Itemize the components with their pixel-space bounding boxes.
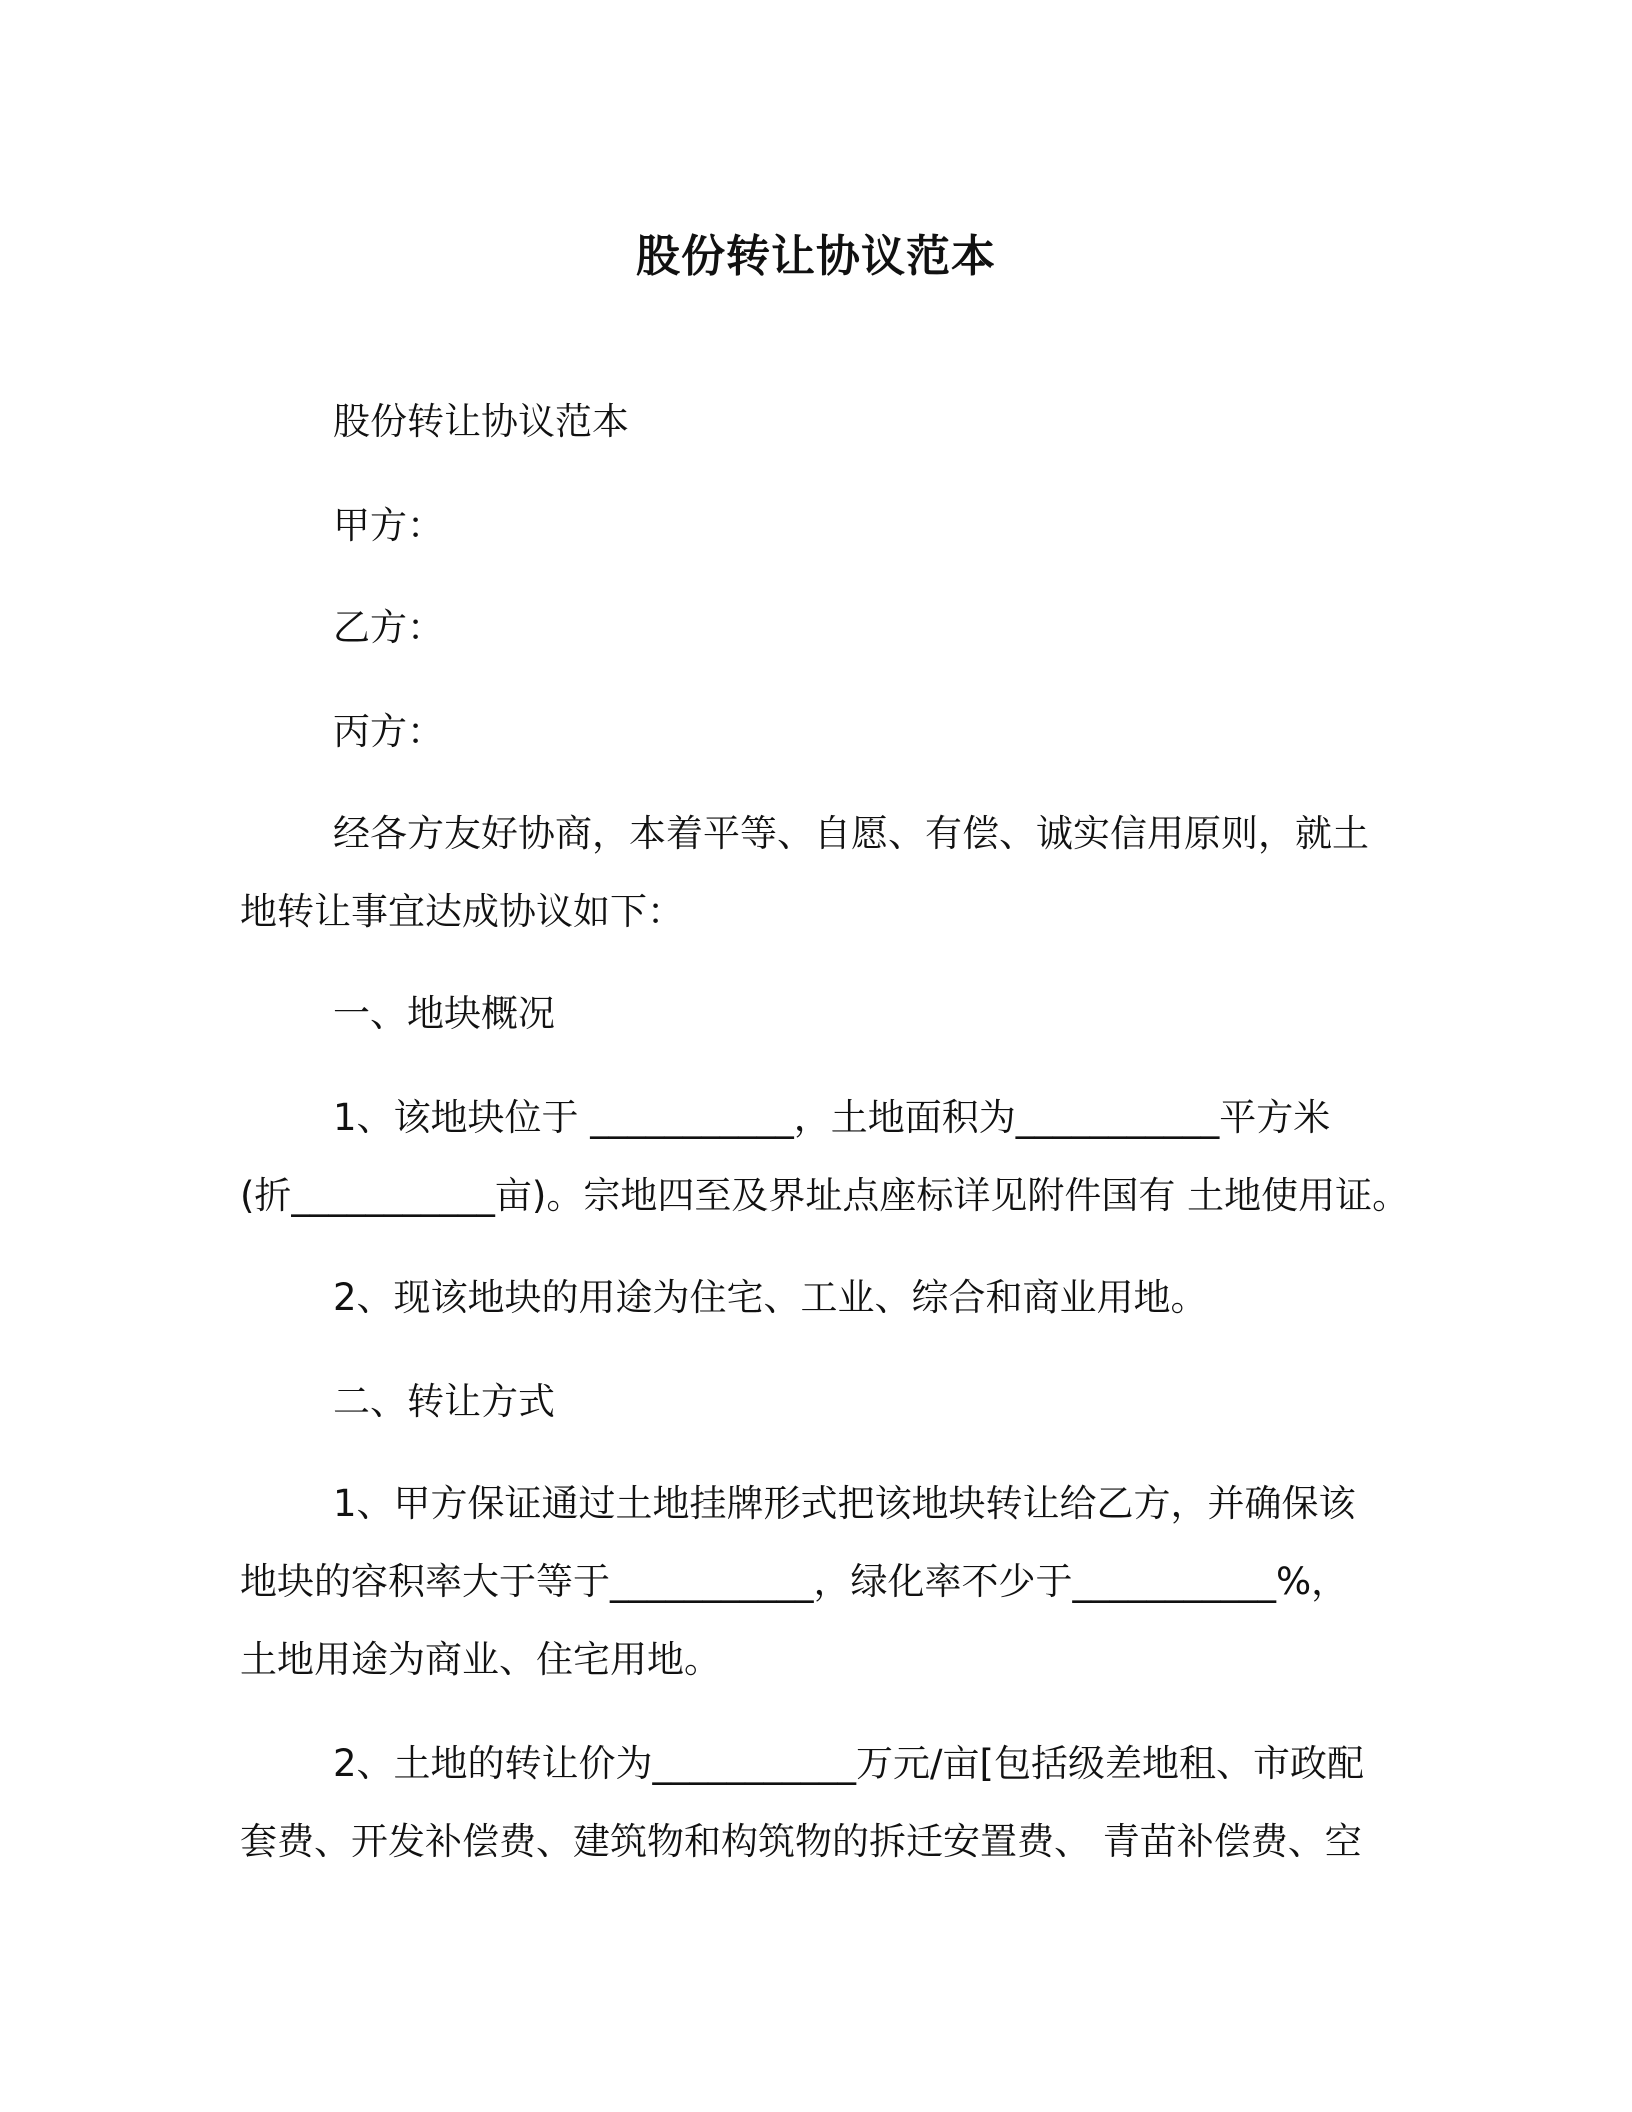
party-c-line: 丙方：	[333, 710, 444, 753]
paragraph-line: 经各方友好协商，本着平等、自愿、有偿、诚实信用原则，就土	[333, 812, 1369, 855]
document-title: 股份转让协议范本	[636, 231, 996, 282]
party-a-line: 甲方：	[333, 504, 444, 547]
subtitle-line: 股份转让协议范本	[333, 400, 629, 443]
paragraph-line: 1、该地块位于 ___________，土地面积为___________平方米	[333, 1096, 1331, 1139]
paragraph-line: 套费、开发补偿费、建筑物和构筑物的拆迁安置费、 青苗补偿费、空	[240, 1820, 1362, 1863]
section-heading: 一、地块概况	[333, 992, 555, 1035]
paragraph-line: 地转让事宜达成协议如下：	[240, 890, 684, 933]
paragraph-line: 地块的容积率大于等于___________，绿化率不少于___________%，	[240, 1560, 1349, 1603]
paragraph-line: 土地用途为商业、住宅用地。	[240, 1638, 721, 1681]
paragraph-line: 1、甲方保证通过土地挂牌形式把该地块转让给乙方，并确保该	[333, 1482, 1356, 1525]
paragraph-line: 2、现该地块的用途为住宅、工业、综合和商业用地。	[333, 1276, 1208, 1319]
paragraph-line: (折___________亩)。宗地四至及界址点座标详见附件国有 土地使用证。	[240, 1174, 1410, 1217]
paragraph-line: 2、土地的转让价为___________万元/亩[包括级差地租、市政配	[333, 1742, 1364, 1785]
party-b-line: 乙方：	[333, 606, 444, 649]
section-heading: 二、转让方式	[333, 1380, 555, 1423]
